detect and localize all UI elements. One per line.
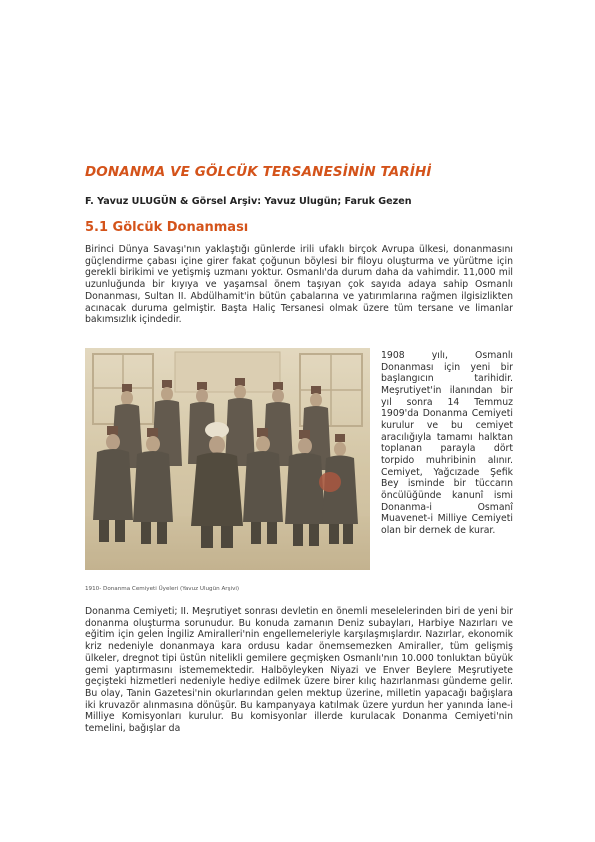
group-photo-image: [85, 348, 370, 570]
document-page: [85, 0, 513, 842]
side-paragraph: 1908 yılı, Osmanlı Donanması için yeni bir başlangıcın tarihidir. Meşrutiyet'in ilanından bir yıl sonra 14 Temmuz 1909'da Donanma Cemiyeti kurulur ve bu cemiyet aracılığıyla tamamı halktan toplanan parayla dört torpido muhribinin alınır. Cemiyet, Yağcızade Şefik Bey isminde bir tüccarın öncülüğünde kanunî ismi Donanma-i Osmanî Muavenet-i Milliye Cemiyeti olan bir dernek de kurar.: [381, 350, 513, 536]
group-photo: [85, 348, 370, 570]
chapter-title: DONANMA VE GÖLCÜK TERSANESİNİN TARİHİ: [85, 164, 432, 180]
section-title: 5.1 Gölcük Donanması: [85, 220, 249, 235]
historical-photo-block: [85, 348, 370, 570]
body-paragraph: Donanma Cemiyeti; II. Meşrutiyet sonrası devletin en önemli meselelerinden biri de yeni bir donanma oluşturma sorunudur. Bu konuda zamanın Deniz subayları, Harbiye Nazırları ve eğitim için gelen İngiliz Amiralleri'nin engellemeleriyle karşılaşmışlardır. Nazırlar, ekonomik kriz nedeniyle donanmaya kara ordusu kadar önemsemezken Amiraller, tüm gelişmiş ülkeler, dregnot tipi üstün nitelikli gemilere geçmişken Osmanlı'nın 10.000 tonluktan büyük gemi yaptırmasını istememektedir. Halböyleyken Niyazi ve Enver Beylere Meşrutiyete geçişteki hizmetleri nedeniyle hediye edilmek üzere birer kılıç hazırlanması gündeme gelir. Bu olay, Tanin Gazetesi'nin okurlarından gelen mektup üzerine, milletin yapacağı bağışlara iki kruvazör alınmasına dönüşür. Bu kampanyaya katılmak üzere yurdun her yanında İane-i Milliye Komisyonları kurulur. Bu komisyonlar illerde kurulacak Donanma Cemiyeti'nin temelini, bağışlar da: [85, 606, 513, 735]
intro-paragraph: Birinci Dünya Savaşı'nın yaklaştığı günlerde irili ufaklı birçok Avrupa ülkesi, donanmasını güçlendirme çabası içine girer fakat çoğunun böylesi bir filoyu oluşturma ve yürütme için gerekli birikimi ve yetişmiş uzmanı yoktur. Osmanlı'da durum daha da vahimdir. 11,000 mil uzunluğunda bir kıyıya ve yaşamsal önem taşıyan çok sayıda adaya sahip Osmanlı Donanması, Sultan II. Abdülhamit'in bütün çabalarına ve yatırımlarına rağmen ilgisizlikten acınacak duruma gelmiştir. Başta Haliç Tersanesi olmak üzere tüm tersane ve limanlar bakımsızlık içindedir.: [85, 244, 513, 326]
photo-caption: 1910- Donanma Cemiyeti Üyeleri (Yavuz Ulugün Arşivi): [85, 586, 240, 592]
authors-line: F. Yavuz ULUGÜN & Görsel Arşiv: Yavuz Ulugün; Faruk Gezen: [85, 196, 412, 207]
